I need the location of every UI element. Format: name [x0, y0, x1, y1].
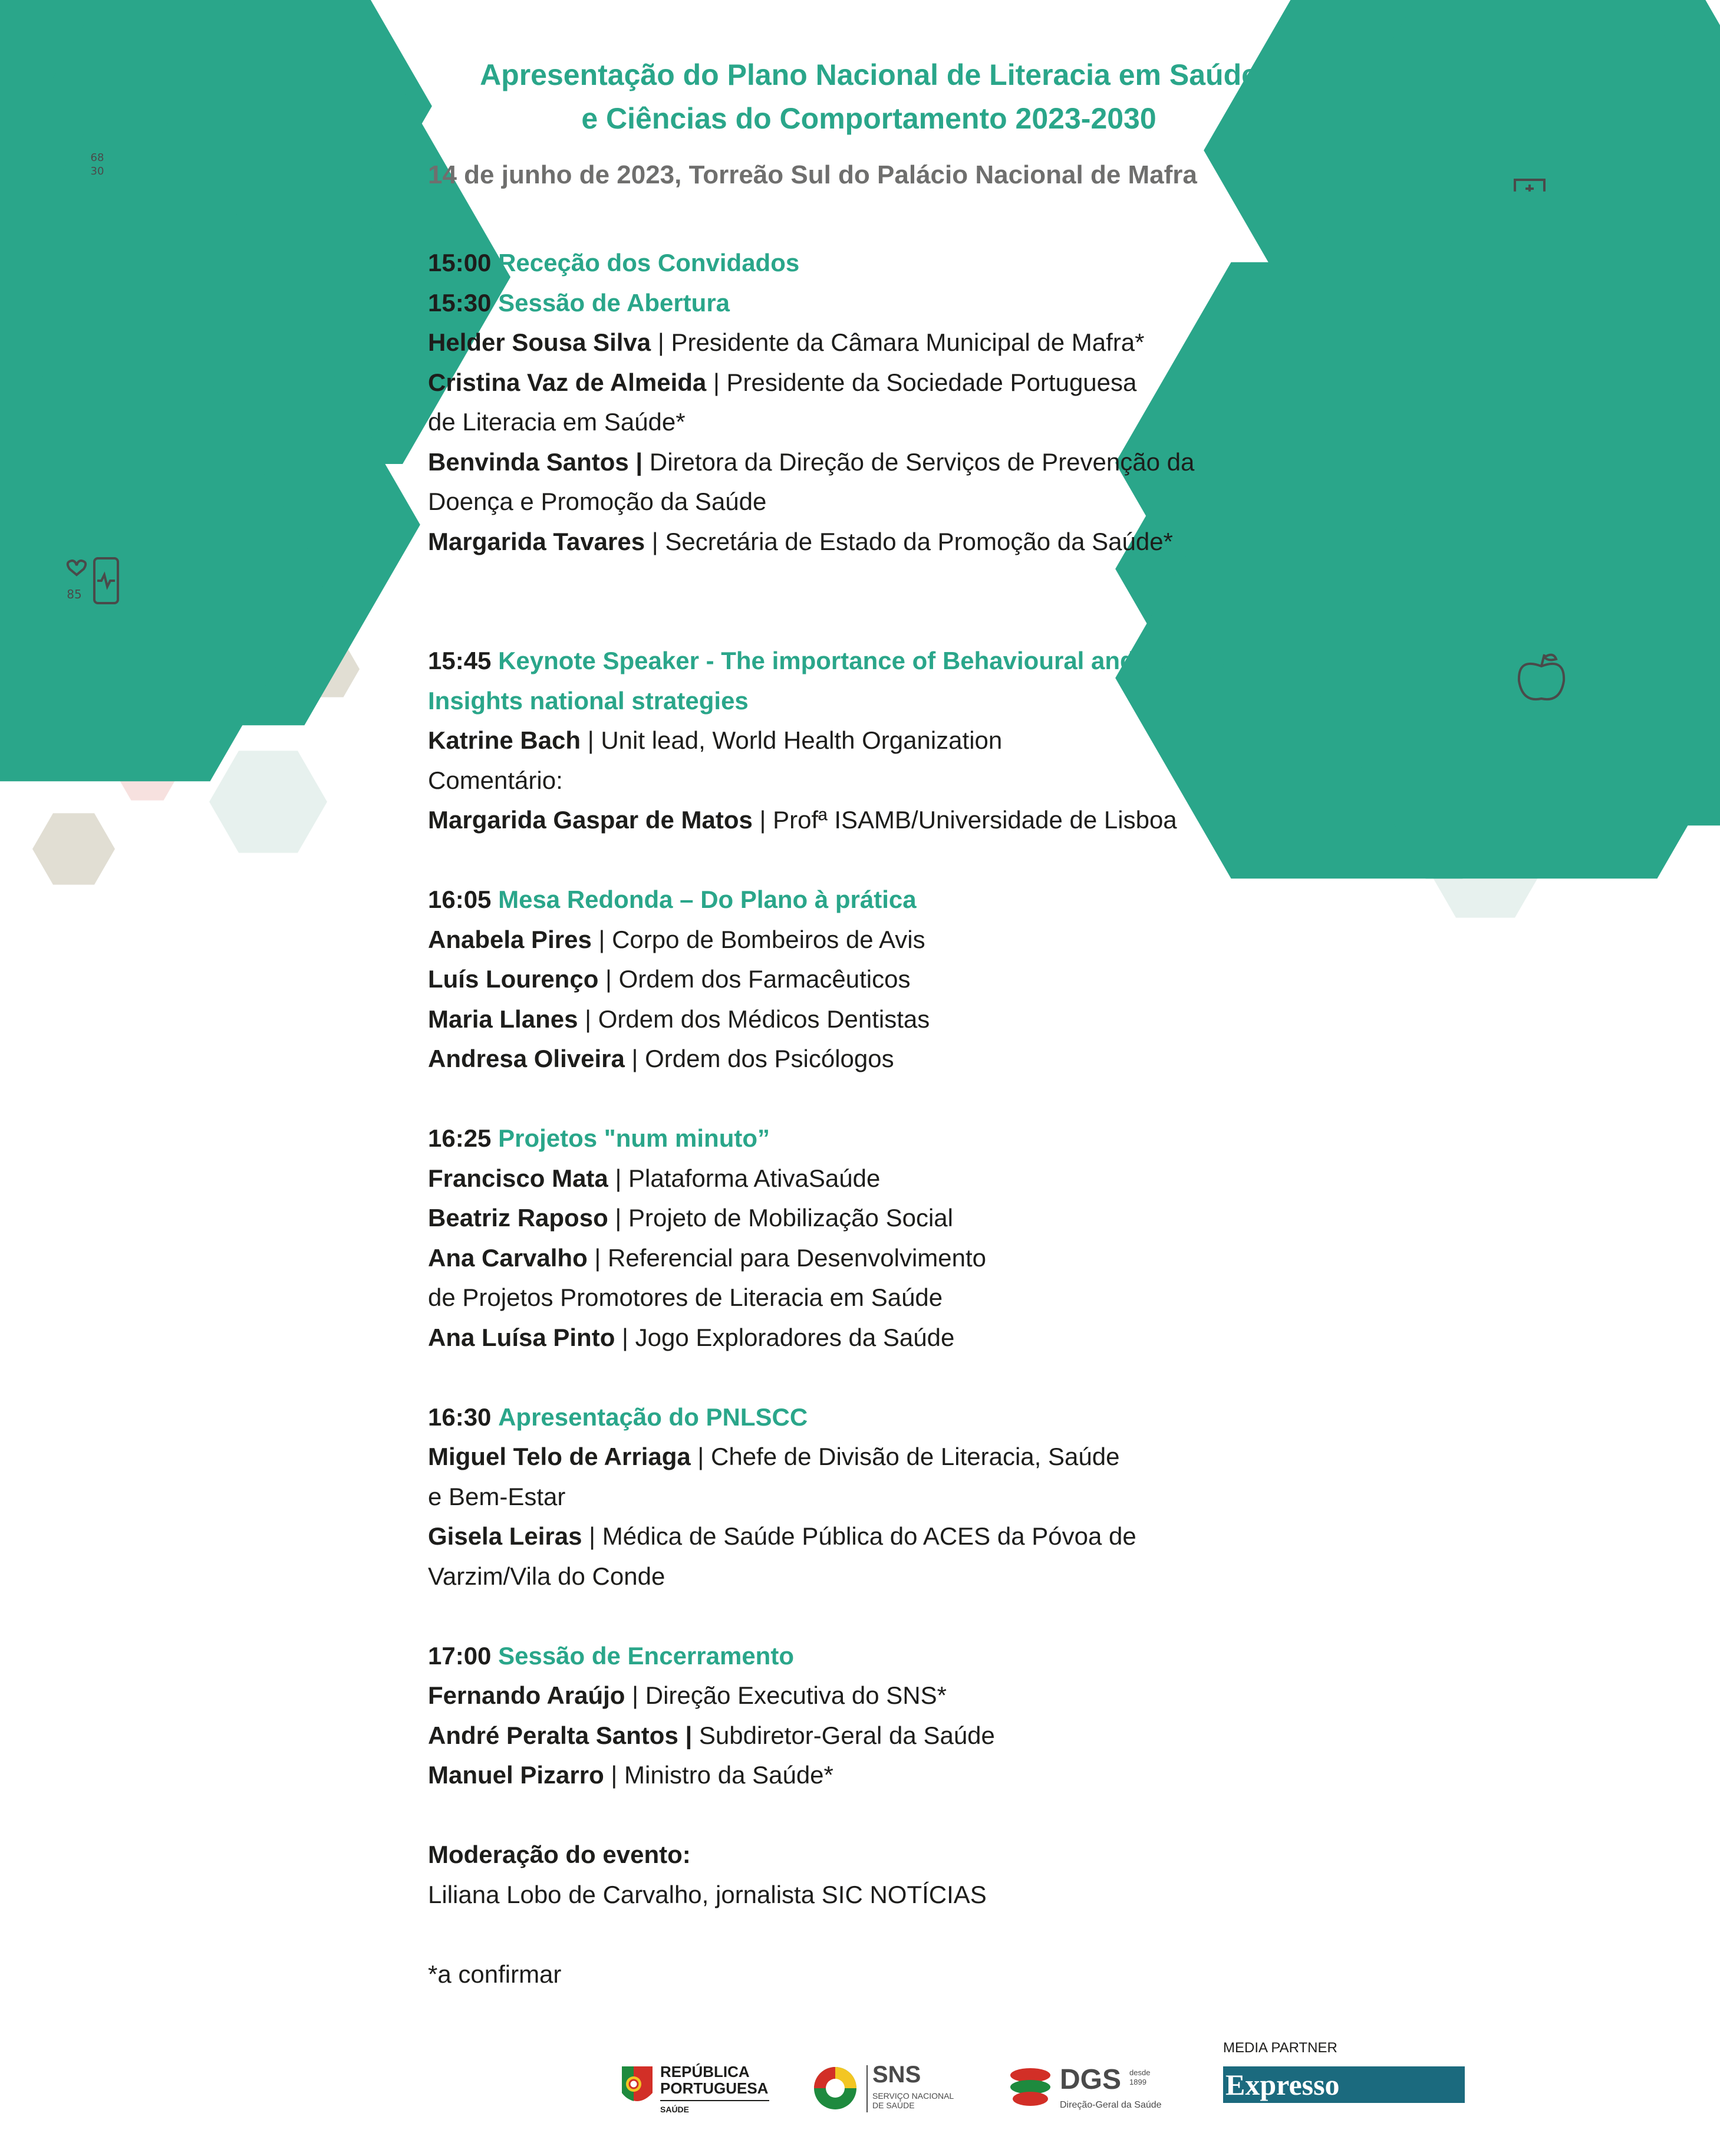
session-title: Sessão de Encerramento — [498, 1641, 794, 1670]
speaker-line — [428, 1158, 1300, 1199]
session-time: 15:45 — [428, 647, 492, 674]
separator: | — [615, 1204, 622, 1232]
session-heading-continued — [428, 681, 1300, 721]
speaker-role: Direção Executiva do SNS* — [645, 1681, 947, 1709]
speaker-name: Francisco Mata — [428, 1164, 608, 1192]
smartwatch-icon — [42, 536, 146, 626]
separator: | — [657, 328, 664, 356]
speaker-line — [428, 1039, 1300, 1079]
rp-line1: REPÚBLICA — [660, 2063, 750, 2081]
dgs-sub: Direção-Geral da Saúde — [1060, 2100, 1162, 2110]
speaker-line — [428, 959, 1300, 999]
comment-line — [428, 761, 1300, 801]
speaker-role: Secretária de Estado da Promoção da Saúde* — [665, 527, 1173, 555]
speaker-line — [428, 1716, 1300, 1756]
rp-line3: SAÚDE — [660, 2105, 690, 2114]
sns-sub1: SERVIÇO NACIONAL — [872, 2091, 954, 2101]
separator: | — [713, 368, 720, 396]
speaker-name: Maria Llanes — [428, 1005, 578, 1033]
speaker-role: Presidente da Sociedade Portuguesa — [726, 368, 1137, 396]
moderation-heading — [428, 1835, 1300, 1875]
speaker-role: Referencial para Desenvolvimento — [608, 1243, 987, 1272]
separator: | — [615, 1164, 622, 1192]
separator: | — [598, 925, 605, 953]
speaker-role: Projeto de Mobilização Social — [628, 1204, 953, 1232]
bp-diastolic-text: 30 — [90, 165, 104, 177]
session-projects — [428, 1118, 1300, 1357]
session-heading — [428, 880, 1300, 920]
speaker-line — [428, 1318, 1300, 1358]
speaker-name: Ana Luísa Pinto — [428, 1323, 615, 1351]
separator: | — [594, 1243, 601, 1272]
speaker-line — [428, 363, 1300, 403]
dgs-main: DGS — [1060, 2064, 1122, 2095]
speaker-role-continued: Varzim/Vila do Conde — [428, 1562, 665, 1590]
event-title-line1: Apresentação do Plano Nacional de Literacia em Saúde — [480, 58, 1258, 91]
speaker-role-continued: de Literacia em Saúde* — [428, 408, 686, 436]
separator: | — [587, 726, 594, 754]
session-title: Keynote Speaker - The importance of Behavioural and Cultural — [498, 647, 1236, 674]
speaker-role: Ordem dos Farmacêuticos — [618, 965, 911, 993]
speaker-line-continued — [428, 1477, 1300, 1517]
session-presentation — [428, 1397, 1300, 1597]
expresso-wordmark: Expresso — [1225, 2068, 1340, 2101]
separator: | — [605, 965, 612, 993]
speaker-role: Corpo de Bombeiros de Avis — [612, 925, 925, 953]
partner-logos — [0, 2028, 1720, 2128]
event-title-line2: e Ciências do Comportamento 2023-2030 — [581, 102, 1156, 135]
sns-main: SNS — [872, 2062, 921, 2088]
speaker-name: André Peralta Santos — [428, 1721, 678, 1749]
speaker-role: Jogo Exploradores da Saúde — [635, 1323, 955, 1351]
speaker-role-continued: e Bem-Estar — [428, 1482, 566, 1510]
speaker-name: Manuel Pizarro — [428, 1761, 604, 1789]
speaker-line — [428, 1198, 1300, 1238]
session-heading — [428, 1636, 1300, 1676]
speaker-name: Margarida Gaspar de Matos — [428, 806, 753, 834]
speaker-line-continued — [428, 1556, 1300, 1597]
speaker-line — [428, 1437, 1300, 1477]
speaker-line — [428, 1755, 1300, 1795]
comment-label: Comentário: — [428, 766, 563, 794]
separator: | — [651, 527, 658, 555]
speaker-role: Ministro da Saúde* — [624, 1761, 833, 1789]
speaker-role: Profª ISAMB/Universidade de Lisboa — [773, 806, 1177, 834]
session-time: 16:25 — [428, 1124, 492, 1152]
session-heading — [428, 1118, 1300, 1158]
speaker-line — [428, 322, 1300, 363]
speaker-name: Fernando Araújo — [428, 1681, 625, 1709]
dgs-emblem — [1008, 2063, 1055, 2114]
session-heading — [428, 283, 1300, 323]
speaker-line — [428, 720, 1300, 761]
session-time: 16:05 — [428, 886, 492, 913]
separator: | — [631, 1045, 638, 1072]
speaker-name: Helder Sousa Silva — [428, 328, 651, 356]
session-heading — [428, 1397, 1300, 1437]
speaker-line — [428, 442, 1300, 482]
program — [428, 243, 1300, 2034]
speaker-role: Ordem dos Médicos Dentistas — [598, 1005, 930, 1033]
session-opening — [428, 243, 1300, 561]
speaker-role-continued: de Projetos Promotores de Literacia em Saúde — [428, 1283, 943, 1311]
session-heading — [428, 641, 1300, 681]
speaker-name: Beatriz Raposo — [428, 1204, 608, 1232]
speaker-name: Cristina Vaz de Almeida — [428, 368, 707, 396]
sns-divider — [866, 2065, 868, 2112]
speaker-role: Subdiretor-Geral da Saúde — [698, 1721, 995, 1749]
session-time: 17:00 — [428, 1641, 492, 1670]
speaker-name: Ana Carvalho — [428, 1243, 588, 1272]
speaker-line — [428, 800, 1300, 840]
portuguese-flag-emblem — [619, 2063, 655, 2111]
rp-divider — [660, 2100, 769, 2101]
speaker-name: Anabela Pires — [428, 925, 592, 953]
speaker-role: Chefe de Divisão de Literacia, Saúde — [711, 1443, 1120, 1470]
separator: | — [589, 1522, 596, 1550]
speaker-name: Margarida Tavares — [428, 527, 645, 555]
speaker-role: Plataforma AtivaSaúde — [628, 1164, 881, 1192]
session-time: 15:00 — [428, 249, 492, 277]
separator: | — [622, 1323, 628, 1351]
speaker-line — [428, 1676, 1300, 1716]
speaker-role: Diretora da Direção de Serviços de Prevenção da — [649, 447, 1195, 476]
session-title: Receção dos Convidados — [498, 249, 800, 277]
speaker-role: Ordem dos Psicólogos — [645, 1045, 894, 1072]
session-heading — [428, 243, 1300, 283]
speaker-name: Andresa Oliveira — [428, 1045, 625, 1072]
session-time: 15:30 — [428, 288, 492, 317]
speaker-line — [428, 1238, 1300, 1278]
speaker-role-continued: Doença e Promoção da Saúde — [428, 488, 767, 515]
session-title: Sessão de Abertura — [498, 288, 730, 317]
separator: | — [759, 806, 766, 834]
dgs-since-2: 1899 — [1129, 2078, 1146, 2086]
speaker-name: Miguel Telo de Arriaga — [428, 1443, 691, 1470]
bp-systolic-text: 68 — [90, 152, 104, 164]
separator: | — [611, 1761, 618, 1789]
session-keynote — [428, 641, 1300, 840]
session-closing — [428, 1636, 1300, 1795]
dgs-logo — [1008, 2063, 1179, 2128]
speaker-line — [428, 999, 1300, 1039]
media-partner-logo — [1223, 2040, 1471, 2111]
sns-sub2: DE SAÚDE — [872, 2101, 915, 2110]
event-title — [0, 53, 1720, 140]
speaker-name: Katrine Bach — [428, 726, 581, 754]
session-title: Mesa Redonda – Do Plano à prática — [498, 886, 917, 913]
sns-logo — [810, 2060, 970, 2125]
moderation — [428, 1835, 1300, 1914]
apple-icon — [1490, 633, 1593, 723]
speaker-role: Médica de Saúde Pública do ACES da Póvoa de — [602, 1522, 1136, 1550]
separator: | — [632, 1681, 639, 1709]
session-title-continued: Insights national strategies — [428, 686, 749, 715]
separator: | — [585, 1005, 592, 1033]
speaker-line — [428, 1516, 1300, 1556]
dgs-since-1: desde — [1129, 2068, 1151, 2077]
republica-portuguesa-logo — [619, 2063, 778, 2128]
speaker-name: Benvinda Santos — [428, 447, 629, 476]
speaker-line-continued — [428, 402, 1300, 442]
moderation-text: Liliana Lobo de Carvalho, jornalista SIC NOTÍCIAS — [428, 1880, 987, 1908]
speaker-name: Luís Lourenço — [428, 965, 599, 993]
speaker-line — [428, 522, 1300, 562]
speaker-line-continued — [428, 1278, 1300, 1318]
footnote-line — [428, 1954, 1300, 1994]
event-date-location: 14 de junho de 2023, Torreão Sul do Palácio Nacional de Mafra — [428, 160, 1197, 189]
session-time: 16:30 — [428, 1403, 492, 1431]
speaker-line-continued — [428, 482, 1300, 522]
media-partner-label: MEDIA PARTNER — [1223, 2040, 1337, 2056]
speaker-role: Presidente da Câmara Municipal de Mafra* — [671, 328, 1145, 356]
speaker-line — [428, 920, 1300, 960]
moderation-line — [428, 1875, 1300, 1915]
footnote-text: *a confirmar — [428, 1960, 562, 1988]
session-title: Projetos "num minuto” — [498, 1124, 770, 1152]
sns-emblem — [810, 2060, 864, 2114]
separator: | — [697, 1443, 704, 1470]
expresso-banner — [1223, 2066, 1465, 2103]
session-title: Apresentação do PNLSCC — [498, 1403, 808, 1431]
speaker-name: Gisela Leiras — [428, 1522, 582, 1550]
heart-rate-text: 85 — [67, 587, 82, 601]
moderation-label: Moderação do evento: — [428, 1841, 691, 1868]
session-round-table — [428, 880, 1300, 1079]
separator: | — [635, 447, 643, 476]
footnote — [428, 1954, 1300, 1994]
speaker-role: Unit lead, World Health Organization — [601, 726, 1003, 754]
separator: | — [685, 1721, 693, 1749]
rp-line2: PORTUGUESA — [660, 2079, 769, 2097]
